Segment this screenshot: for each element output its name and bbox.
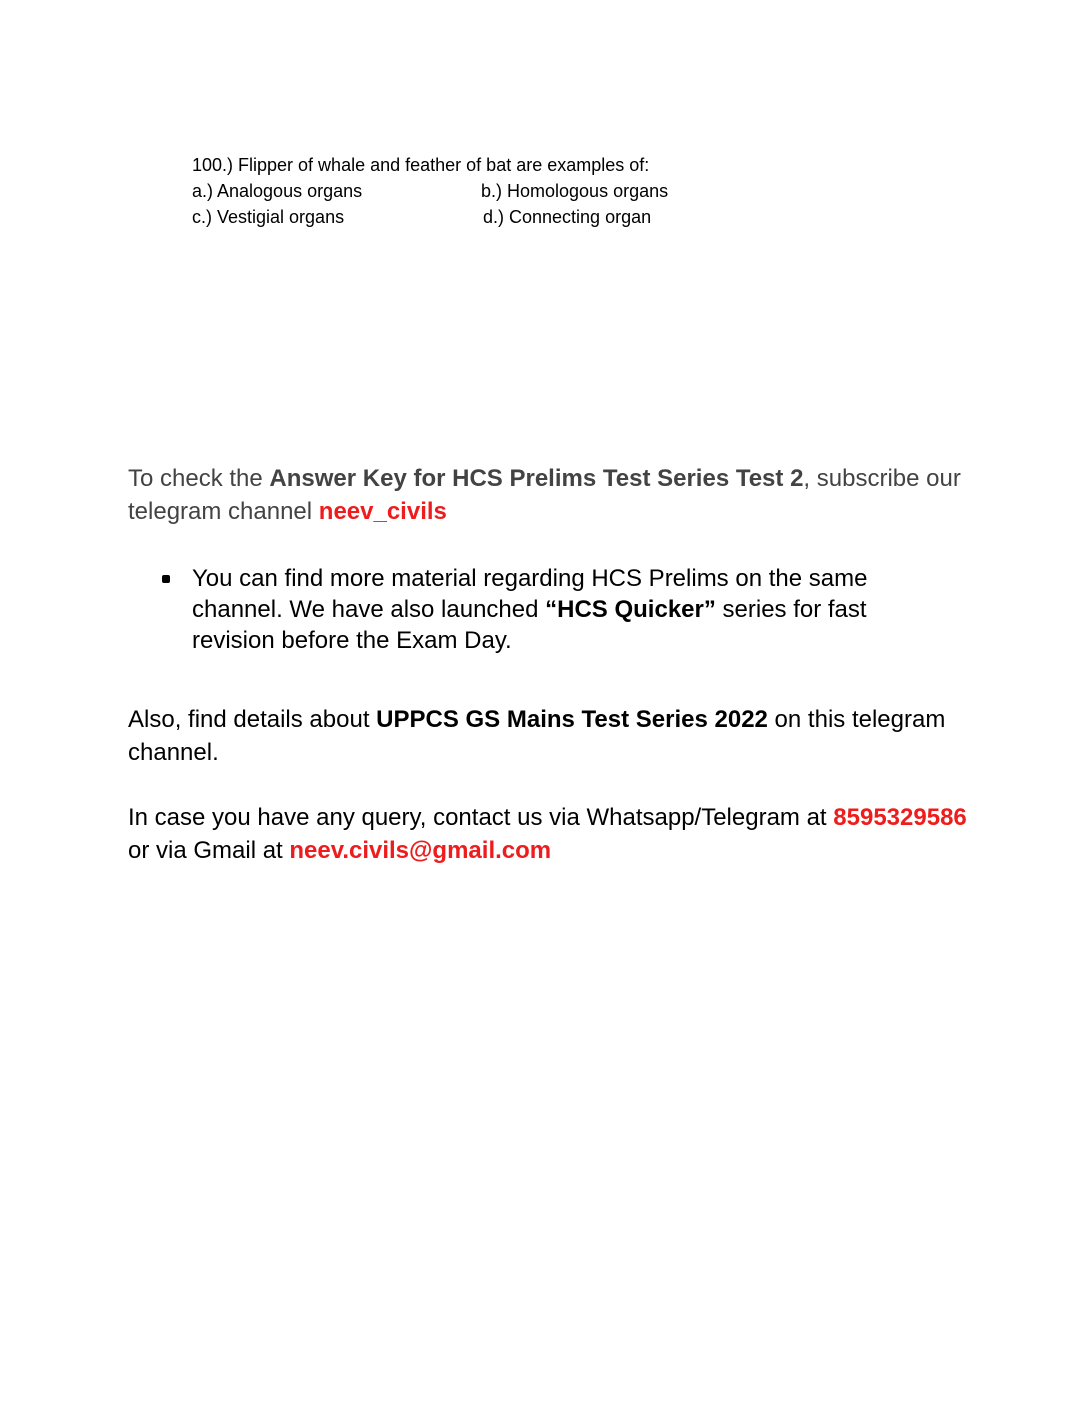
bullet-list-item [160,563,920,656]
bullet-icon [160,563,192,656]
option-b: b.) Homologous organs [481,181,669,201]
contact-email: neev.civils@gmail.com [289,837,552,864]
contact-phone: 8595329586 [833,804,967,831]
telegram-channel-name: neev_civils [318,498,447,525]
options-row-1 [192,178,792,204]
uppcs-series-title: UPPCS GS Mains Test Series 2022 [376,706,768,733]
uppcs-prefix: Also, find details about [128,706,377,733]
answer-key-middle: , subscribe our telegram channel [128,465,961,525]
option-c: c.) Vestigial organs [192,207,345,227]
bullet-prefix: You can find more material regarding HCS Prelims on the same channel. We have also launched [192,565,868,623]
hcs-quicker-label: “HCS Quicker” [545,596,716,623]
option-d: d.) Connecting organ [483,207,652,227]
contact-paragraph [128,801,968,867]
bullet-text [192,563,920,656]
contact-middle: or via Gmail at [128,837,290,864]
option-a: a.) Analogous organs [192,181,363,201]
answer-key-prefix: To check the [128,465,270,492]
contact-prefix: In case you have any query, contact us via Whatsapp/Telegram at [128,804,834,831]
options-row-2 [192,204,792,230]
answer-key-paragraph [128,462,968,528]
question-stem: 100.) Flipper of whale and feather of bat are examples of: [192,155,650,175]
uppcs-paragraph [128,703,968,769]
bullet-suffix: series for fast revision before the Exam Day. [192,596,867,654]
question-block [192,152,792,230]
answer-key-title: Answer Key for HCS Prelims Test Series Test 2 [269,465,804,492]
uppcs-suffix: on this telegram channel. [128,706,946,766]
